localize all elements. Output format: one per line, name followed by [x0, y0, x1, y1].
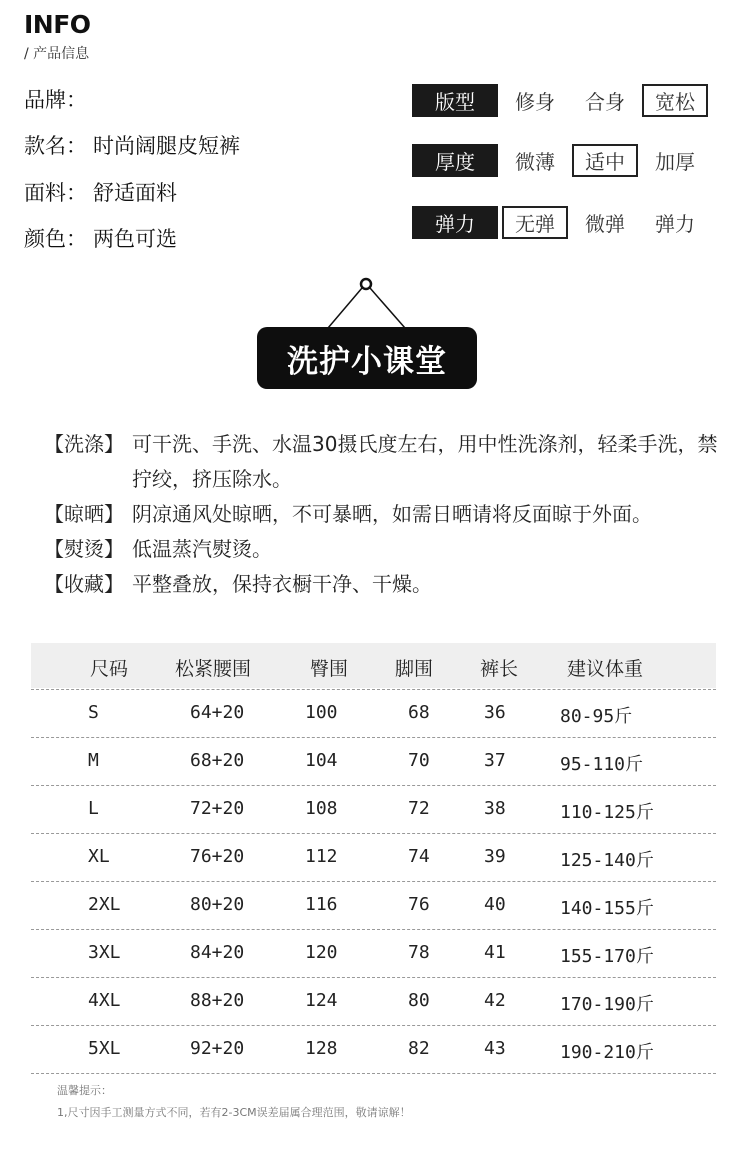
spec-label-elasticity: 弹力: [412, 206, 498, 239]
size-table-cell: 40: [484, 894, 506, 915]
size-table-cell: L: [88, 798, 99, 819]
size-table-cell: 128: [305, 1038, 338, 1059]
size-table-row-divider: [31, 785, 716, 786]
size-table-cell: 110-125斤: [560, 802, 654, 823]
size-table-cell: 124: [305, 990, 338, 1011]
care-item-washing: [44, 427, 724, 497]
size-table-cell: 92+20: [190, 1038, 245, 1059]
size-table-cell: 170-190斤: [560, 994, 654, 1015]
tips-text: 1,尺寸因手工测量方式不同，若有2-3CM误差届属合理范围，敬请谅解！: [57, 1106, 411, 1119]
size-table-cell: 95-110斤: [560, 754, 644, 775]
care-item-storage: [44, 567, 724, 602]
tips-title: 温馨提示：: [57, 1084, 112, 1097]
size-table-row-divider: [31, 881, 716, 882]
spec-option-elasticity-0-selected: 无弹: [502, 206, 568, 239]
attr-color-key: 颜色：: [24, 227, 87, 251]
size-table-header-size: 尺码: [90, 658, 129, 680]
size-table-header-weight: 建议体重: [567, 658, 644, 680]
size-table-cell: 82: [408, 1038, 430, 1059]
size-table-cell: 74: [408, 846, 430, 867]
care-instructions: [44, 427, 724, 602]
size-table-cell: XL: [88, 846, 110, 867]
size-table-cell: 64+20: [190, 702, 245, 723]
care-category-washing: 【洗涤】: [44, 432, 124, 456]
size-table-cell: 2XL: [88, 894, 121, 915]
size-table-row-divider: [31, 1073, 716, 1074]
size-table-cell: 39: [484, 846, 506, 867]
size-table-row-divider: [31, 929, 716, 930]
size-table-cell: 116: [305, 894, 338, 915]
size-table-cell: 43: [484, 1038, 506, 1059]
size-table-cell: 42: [484, 990, 506, 1011]
info-title: INFO: [24, 10, 91, 39]
spec-label-fit: 版型: [412, 84, 498, 117]
size-table-header-hip: 臀围: [310, 658, 349, 680]
size-table-cell: 72+20: [190, 798, 245, 819]
size-table-cell: 70: [408, 750, 430, 771]
size-table-cell: 125-140斤: [560, 850, 654, 871]
size-table-cell: 140-155斤: [560, 898, 654, 919]
spec-option-fit-0: 修身: [515, 89, 555, 114]
size-table-cell: 72: [408, 798, 430, 819]
size-table-cell: 112: [305, 846, 338, 867]
size-table-cell: 4XL: [88, 990, 121, 1011]
care-text-drying: 阴凉通风处晾晒，不可暴晒，如需日晒请将反面晾于外面。: [132, 502, 652, 526]
size-table-cell: 80-95斤: [560, 706, 633, 727]
attr-style-name-value: 时尚阔腿皮短裤: [93, 134, 240, 158]
attr-fabric-key: 面料：: [24, 181, 87, 205]
size-table-cell: 155-170斤: [560, 946, 654, 967]
size-table-cell: S: [88, 702, 99, 723]
size-table-cell: 37: [484, 750, 506, 771]
size-table-cell: 190-210斤: [560, 1042, 654, 1063]
care-title-badge: 洗护小课堂: [257, 327, 477, 389]
size-table-cell: 104: [305, 750, 338, 771]
size-table-cell: 78: [408, 942, 430, 963]
attr-color-value: 两色可选: [93, 227, 177, 251]
spec-option-elasticity-2: 弹力: [655, 211, 695, 236]
size-table-cell: 41: [484, 942, 506, 963]
size-table-cell: 108: [305, 798, 338, 819]
spec-label-thickness: 厚度: [412, 144, 498, 177]
spec-option-thickness-0: 微薄: [515, 149, 555, 174]
size-table-cell: 68: [408, 702, 430, 723]
size-table-row-divider: [31, 833, 716, 834]
spec-option-fit-1: 合身: [585, 89, 625, 114]
size-table-cell: 76+20: [190, 846, 245, 867]
size-table-row-divider: [31, 977, 716, 978]
care-category-storage: 【收藏】: [44, 572, 124, 596]
size-table-cell: 80: [408, 990, 430, 1011]
size-table-divider: [31, 689, 716, 690]
size-table-cell: M: [88, 750, 99, 771]
spec-option-fit-2-selected: 宽松: [642, 84, 708, 117]
attr-brand-key: 品牌：: [24, 88, 87, 112]
care-item-ironing: [44, 532, 724, 567]
size-table-header-leg-opening: 脚围: [395, 658, 434, 680]
size-table-cell: 100: [305, 702, 338, 723]
attr-fabric-value: 舒适面料: [93, 181, 177, 205]
spec-option-thickness-1-selected: 适中: [572, 144, 638, 177]
size-table-cell: 120: [305, 942, 338, 963]
size-table-header-length: 裤长: [480, 658, 519, 680]
spec-option-elasticity-1: 微弹: [585, 211, 625, 236]
care-category-drying: 【晾晒】: [44, 502, 124, 526]
size-table-header-waist: 松紧腰围: [175, 658, 252, 680]
care-text-ironing: 低温蒸汽熨烫。: [132, 537, 272, 561]
size-table-cell: 80+20: [190, 894, 245, 915]
size-table-cell: 3XL: [88, 942, 121, 963]
size-table-row-divider: [31, 737, 716, 738]
care-category-ironing: 【熨烫】: [44, 537, 124, 561]
size-table-cell: 38: [484, 798, 506, 819]
spec-option-thickness-2: 加厚: [655, 149, 695, 174]
size-table-cell: 68+20: [190, 750, 245, 771]
care-text-washing: 可干洗、手洗、水温30摄氏度左右，用中性洗涤剂，轻柔手洗，禁拧绞，挤压除水。: [132, 432, 718, 491]
attr-style-name-key: 款名：: [24, 134, 87, 158]
size-table-cell: 76: [408, 894, 430, 915]
info-subtitle: / 产品信息: [24, 46, 90, 62]
size-table-cell: 5XL: [88, 1038, 121, 1059]
care-item-drying: [44, 497, 724, 532]
size-table-cell: 36: [484, 702, 506, 723]
size-table-row-divider: [31, 1025, 716, 1026]
care-text-storage: 平整叠放，保持衣橱干净、干燥。: [132, 572, 432, 596]
size-table-cell: 88+20: [190, 990, 245, 1011]
size-table-cell: 84+20: [190, 942, 245, 963]
